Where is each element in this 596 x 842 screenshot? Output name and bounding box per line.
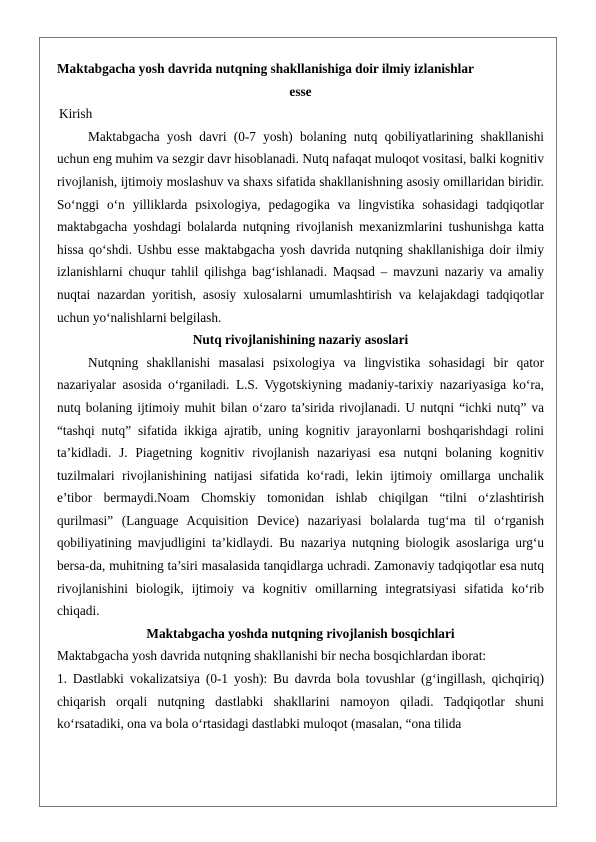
section-heading-theory: Nutq rivojlanishining nazariy asoslari	[192, 332, 409, 348]
stage-item-1: 1. Dastlabki vokalizatsiya (0-1 yosh): Bu davrda bola tovushlar (g‘ingillash, qichqiriq) chiqarish orqali nutqning dastlabki shakllarini namoyon qiladi. Tadqiqotlar shuni ko‘rsatadiki, ona va bola o‘rtasidagi dastlabki muloqot (masalan, “ona tilida	[57, 671, 544, 732]
document-subtitle: esse	[289, 83, 312, 99]
section-heading-stages: Maktabgacha yoshda nutqning rivojlanish bosqichlari	[146, 625, 455, 641]
document-body	[57, 58, 544, 736]
intro-heading: Kirish	[59, 106, 93, 122]
theory-paragraph: Nutqning shakllanishi masalasi psixologiya va lingvistika sohasidagi bir qator nazariyalar asosida o‘rganiladi. L.S. Vygotskiyning madaniy-tarixiy nazariyasiga ko‘ra, nutq bolaning ijtimoiy muhit bilan o‘zaro ta’sirida rivojlanadi. U nutqni “ichki nutq” va “tashqi nutq” sifatida ikkiga ajratib, uning kognitiv jarayonlarni boshqarishdagi rolini ta’kidladi. J. Piagetning kognitiv rivojlanish nazariyasi esa nutqni bolaning kognitiv tuzilmalari rivojlanishining natijasi sifatida ko‘radi, lekin ijtimoiy omillarga unchalik e’tibor bermaydi.Noam Chomskiy tomonidan ishlab chiqilgan “tilni o‘zlashtirish qurilmasi” (Language Acquisition Device) nazariyasi bolalarda tug‘ma til o‘rganish qobiliyatining mavjudligini ta’kidlaydi. Bu nazariya nutqning biologik asoslariga urg‘u bersa-da, muhitning ta’siri masalasida tanqidlarga uchradi. Zamonaviy tadqiqotlar esa nutq rivojlanishini biologik, ijtimoiy va kognitiv omillarning integratsiyasi sifatida ko‘rib chiqadi.	[57, 354, 544, 619]
document-title: Maktabgacha yosh davrida nutqning shakllanishiga doir ilmiy izlanishlar	[57, 61, 474, 76]
intro-paragraph: Maktabgacha yosh davri (0-7 yosh) bolaning nutq qobiliyatlarining shakllanishi uchun eng muhim va sezgir davr hisoblanadi. Nutq nafaqat muloqot vositasi, balki kognitiv rivojlanish, ijtimoiy moslashuv va shaxs sifatida shakllanishning asosiy omillaridan biridir. So‘nggi o‘n yilliklarda psixologiya, pedagogika va lingvistika sohasidagi tadqiqotlar maktabgacha yoshdagi bolalarda nutqning rivojlanish mexanizmlarini tushunishga katta hissa qo‘shdi. Ushbu esse maktabgacha yosh davrida nutqning shakllanishiga doir ilmiy izlanishlarni chuqur tahlil qilishga bag‘ishlanadi. Maqsad – mavzuni nazariy va amaliy nuqtai nazardan yoritish, asosiy xulosalarni umumlashtirish va kelajakdagi tadqiqotlar uchun yo‘nalishlarni belgilash.	[57, 128, 544, 325]
stages-intro: Maktabgacha yosh davrida nutqning shakllanishi bir necha bosqichlardan iborat:	[57, 648, 487, 664]
